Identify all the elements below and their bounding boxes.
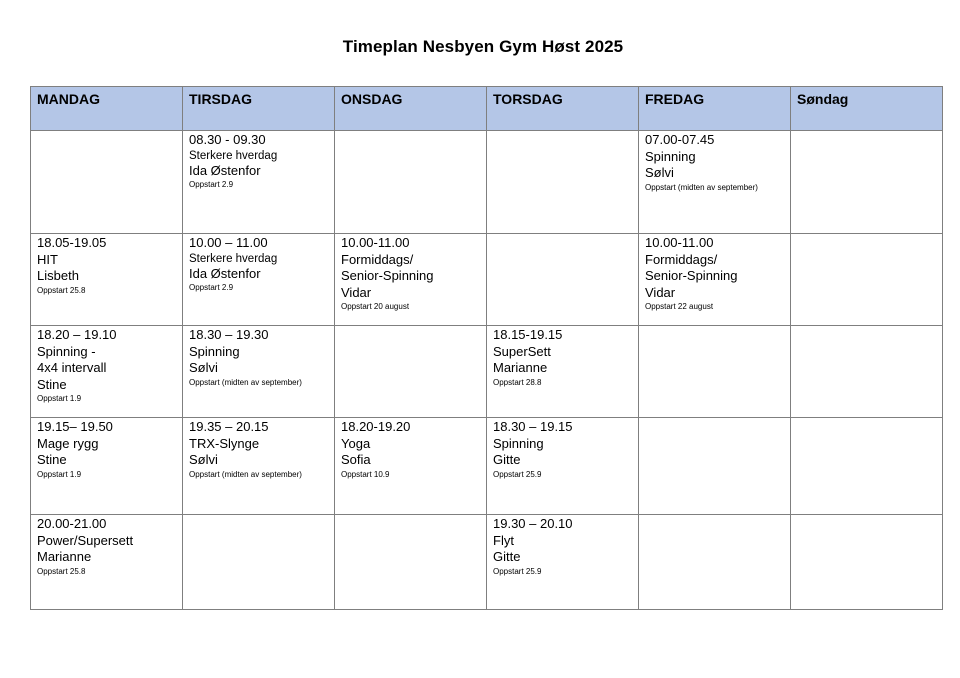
class-name: Sterkere hverdag (189, 149, 278, 162)
class-start-note: Oppstart 25.9 (493, 469, 542, 479)
empty-cell (639, 326, 791, 418)
class-start-note: Oppstart 25.9 (493, 566, 542, 576)
day-header-monday: MANDAG (31, 87, 183, 131)
class-cell (183, 418, 335, 515)
class-name: Mage rygg (37, 435, 99, 451)
class-name: Spinning (645, 148, 696, 164)
class-cell (487, 515, 639, 610)
class-start-note: Oppstart (midten av september) (645, 182, 758, 192)
class-cell (183, 234, 335, 326)
class-instructor: Gitte (493, 549, 521, 564)
class-time: 10.00-11.00 (341, 235, 410, 250)
empty-cell (791, 234, 943, 326)
class-cell (183, 131, 335, 234)
empty-cell (791, 131, 943, 234)
class-time: 08.30 - 09.30 (189, 132, 266, 147)
class-instructor: Sølvi (645, 165, 674, 180)
class-start-note: Oppstart 25.8 (37, 285, 86, 295)
class-name-line2: Senior-Spinning (645, 268, 738, 283)
day-header-wednesday: ONSDAG (335, 87, 487, 131)
page-title: Timeplan Nesbyen Gym Høst 2025 (342, 37, 624, 56)
class-start-note: Oppstart (midten av september) (189, 469, 302, 479)
empty-cell (335, 515, 487, 610)
class-cell (487, 418, 639, 515)
class-start-note: Oppstart 25.8 (37, 566, 86, 576)
class-instructor: Stine (37, 376, 67, 392)
class-name-line2: Senior-Spinning (341, 268, 434, 283)
empty-cell (487, 234, 639, 326)
schedule-table (30, 86, 943, 610)
class-time: 18.20 – 19.10 (37, 327, 117, 342)
class-cell (639, 234, 791, 326)
class-instructor: Sølvi (189, 360, 218, 375)
class-start-note: Oppstart 1.9 (37, 394, 82, 403)
class-time: 18.30 – 19.15 (493, 419, 573, 434)
class-cell (639, 131, 791, 234)
day-header-sunday: Søndag (791, 87, 943, 131)
empty-cell (639, 418, 791, 515)
class-time: 19.30 – 20.10 (493, 516, 573, 531)
class-time: 18.30 – 19.30 (189, 327, 269, 342)
empty-cell (791, 418, 943, 515)
class-cell (335, 234, 487, 326)
class-name-line2: 4x4 intervall (37, 360, 107, 375)
class-instructor: Vidar (645, 284, 676, 300)
class-name: TRX-Slynge (189, 435, 260, 451)
class-start-note: Oppstart 2.9 (189, 283, 234, 292)
class-start-note: Oppstart 22 august (645, 302, 714, 311)
class-cell (31, 418, 183, 515)
header-row (31, 87, 943, 131)
class-instructor: Vidar (341, 284, 372, 300)
table-row (31, 418, 943, 515)
class-name: Yoga (341, 435, 371, 451)
class-instructor: Sofia (341, 452, 371, 467)
class-time: 19.35 – 20.15 (189, 419, 269, 434)
class-start-note: Oppstart 28.8 (493, 377, 542, 387)
class-cell (487, 326, 639, 418)
class-instructor: Gitte (493, 452, 521, 467)
class-start-note: Oppstart 10.9 (341, 469, 390, 479)
class-time: 10.00 – 11.00 (189, 235, 268, 250)
class-name: Formiddags/ (341, 251, 414, 267)
class-time: 20.00-21.00 (37, 516, 107, 531)
class-time: 18.05-19.05 (37, 235, 107, 250)
empty-cell (183, 515, 335, 610)
table-row (31, 131, 943, 234)
empty-cell (791, 326, 943, 418)
class-start-note: Oppstart 1.9 (37, 469, 82, 479)
class-name: Flyt (493, 532, 514, 548)
class-name: Formiddags/ (645, 251, 718, 267)
empty-cell (487, 131, 639, 234)
empty-cell (335, 131, 487, 234)
class-name: Power/Supersett (37, 532, 134, 548)
table-row (31, 515, 943, 610)
class-name: Spinning (189, 343, 240, 359)
class-instructor: Ida Østenfor (189, 162, 261, 178)
class-cell (335, 418, 487, 515)
class-cell (31, 326, 183, 418)
day-header-thursday: TORSDAG (487, 87, 639, 131)
table-row (31, 326, 943, 418)
empty-cell (31, 131, 183, 234)
class-instructor: Marianne (37, 549, 92, 564)
class-instructor: Lisbeth (37, 268, 79, 283)
class-cell (31, 234, 183, 326)
class-start-note: Oppstart (midten av september) (189, 377, 302, 387)
class-name: SuperSett (493, 343, 551, 359)
empty-cell (791, 515, 943, 610)
class-name: Spinning (493, 435, 544, 451)
class-instructor: Marianne (493, 360, 548, 375)
class-instructor: Stine (37, 452, 67, 467)
day-header-tuesday: TIRSDAG (183, 87, 335, 131)
class-name: HIT (37, 251, 58, 267)
class-start-note: Oppstart 2.9 (189, 180, 234, 189)
class-cell (31, 515, 183, 610)
empty-cell (335, 326, 487, 418)
day-header-friday: FREDAG (639, 87, 791, 131)
table-row (31, 234, 943, 326)
class-time: 07.00-07.45 (645, 132, 715, 147)
class-time: 18.20-19.20 (341, 419, 411, 434)
empty-cell (639, 515, 791, 610)
class-time: 18.15-19.15 (493, 327, 563, 342)
class-time: 10.00-11.00 (645, 235, 714, 250)
class-name: Sterkere hverdag (189, 252, 278, 265)
class-cell (183, 326, 335, 418)
class-instructor: Sølvi (189, 452, 218, 467)
class-start-note: Oppstart 20 august (341, 302, 410, 311)
class-instructor: Ida Østenfor (189, 265, 261, 281)
class-name: Spinning - (37, 343, 96, 359)
class-time: 19.15– 19.50 (37, 419, 113, 434)
